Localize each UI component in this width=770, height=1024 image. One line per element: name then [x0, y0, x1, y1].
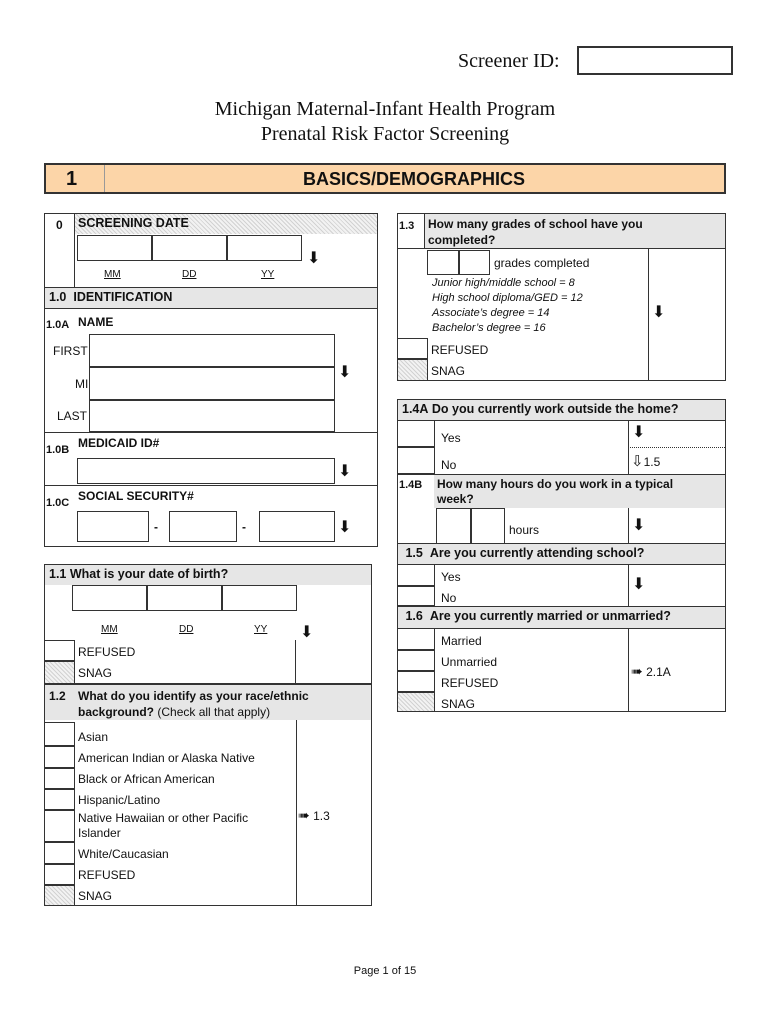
race-snag-checkbox[interactable] [44, 885, 75, 906]
ssn-part3-input[interactable] [259, 511, 335, 542]
first-name-input[interactable] [89, 334, 335, 367]
race-option: REFUSED [78, 868, 136, 882]
q12-label: What do you identify as your race/ethnic [78, 689, 309, 703]
married-checkbox[interactable] [397, 628, 435, 650]
screening-mm-label: MM [104, 269, 121, 280]
q15-label: Are you currently attending school? [429, 546, 645, 560]
q14a-header [398, 400, 725, 420]
work-no-skip [631, 452, 660, 470]
q11-label: What is your date of birth? [69, 567, 229, 581]
ssn-part2-input[interactable] [169, 511, 237, 542]
grades-hint: Junior high/middle school = 8 [432, 277, 575, 289]
q10-number: 1.0 [49, 290, 67, 304]
dob-yy-label: YY [254, 624, 268, 635]
work-yes-checkbox[interactable] [397, 420, 435, 447]
school-yes-label: Yes [441, 570, 461, 584]
down-outline-arrow-icon: ⇩ [631, 453, 644, 470]
race-hispanic-checkbox[interactable] [44, 789, 75, 810]
q16-label: Are you currently married or unmarried? [429, 609, 671, 623]
q10-label: IDENTIFICATION [73, 290, 173, 304]
q12-number: 1.2 [49, 689, 66, 703]
down-arrow-icon: ⬇ [338, 364, 352, 381]
dob-mm-label: MM [101, 624, 118, 635]
unmarried-checkbox[interactable] [397, 650, 435, 671]
q14b-label: How many hours do you work in a typical [437, 477, 674, 491]
q0-number: 0 [56, 218, 63, 232]
q10c-label: SOCIAL SECURITY# [78, 489, 194, 503]
q12-note: (Check all that apply) [157, 705, 271, 719]
q10a-number: 1.0A [46, 319, 70, 331]
race-american-indian-checkbox[interactable] [44, 746, 75, 768]
screener-id-label: Screener ID: [458, 50, 560, 72]
screener-id-input[interactable] [577, 46, 733, 75]
school-no-label: No [441, 591, 457, 605]
race-option: White/Caucasian [78, 847, 169, 861]
school-no-checkbox[interactable] [397, 586, 435, 606]
marital-skip [631, 663, 671, 680]
race-option: Asian [78, 730, 109, 744]
q16-number: 1.6 [405, 609, 423, 623]
marital-skip-target: 2.1A [646, 665, 671, 679]
q10b-number: 1.0B [46, 444, 70, 456]
program-title: Michigan Maternal-Infant Health Program [214, 98, 556, 120]
middle-initial-input[interactable] [89, 367, 335, 400]
medicaid-id-input[interactable] [77, 458, 335, 484]
race-hawaiian-checkbox[interactable] [44, 810, 75, 842]
grades-digit1-input[interactable] [427, 250, 459, 275]
q11-header [45, 565, 371, 585]
race-refused-checkbox[interactable] [44, 864, 75, 885]
form-title: Prenatal Risk Factor Screening [260, 123, 510, 145]
race-option: Islander [78, 826, 121, 840]
race-asian-checkbox[interactable] [44, 722, 75, 746]
q13-number: 1.3 [399, 220, 415, 232]
grades-refused-checkbox[interactable] [397, 338, 428, 359]
q0-label: SCREENING DATE [78, 216, 189, 230]
hours-unit-label: hours [509, 523, 540, 537]
dob-dd-input[interactable] [147, 585, 222, 611]
screening-yy-label: YY [261, 269, 275, 280]
q10a-label: NAME [78, 315, 114, 329]
marital-snag-checkbox[interactable] [397, 692, 435, 712]
screening-date-yy-input[interactable] [227, 235, 302, 261]
q14a-number: 1.4A [402, 402, 429, 416]
q12-label-cont: background? [78, 705, 155, 719]
hours-digit2-input[interactable] [471, 508, 505, 544]
last-name-label: LAST [57, 409, 88, 423]
down-arrow-icon: ⬇ [307, 250, 321, 267]
grades-snag-label: SNAG [431, 364, 466, 378]
grades-digit2-input[interactable] [459, 250, 490, 275]
q13-label-cont: completed? [428, 233, 496, 247]
work-yes-label: Yes [441, 431, 461, 445]
dob-dd-label: DD [179, 624, 194, 635]
race-option: Hispanic/Latino [78, 793, 161, 807]
dob-yy-input[interactable] [222, 585, 297, 611]
dob-mm-input[interactable] [72, 585, 147, 611]
marital-refused-checkbox[interactable] [397, 671, 435, 692]
dob-refused-label: REFUSED [78, 645, 136, 659]
down-arrow-icon: ⬇ [652, 304, 666, 321]
q14b-number: 1.4B [399, 479, 423, 491]
q0-header [74, 214, 377, 234]
race-skip-target: 1.3 [313, 809, 330, 823]
first-name-label: FIRST [53, 344, 88, 358]
race-option: Native Hawaiian or other Pacific [78, 811, 249, 825]
q11-number: 1.1 [49, 567, 67, 581]
race-option: American Indian or Alaska Native [78, 751, 255, 765]
down-arrow-icon: ⬇ [632, 517, 646, 534]
section-number: 1 [66, 168, 78, 190]
grades-hint: High school diploma/GED = 12 [432, 292, 583, 304]
right-arrow-icon: ➠ [631, 663, 643, 679]
screening-date-dd-input[interactable] [152, 235, 227, 261]
section-title: BASICS/DEMOGRAPHICS [302, 169, 526, 189]
marital-option: REFUSED [441, 676, 499, 690]
down-arrow-icon: ⬇ [632, 424, 646, 441]
grades-hint: Associate’s degree = 14 [432, 307, 550, 319]
q14a-label: Do you currently work outside the home? [431, 402, 679, 416]
grades-refused-label: REFUSED [431, 343, 489, 357]
work-no-skip-target: 1.5 [643, 455, 661, 469]
dob-refused-checkbox[interactable] [44, 640, 75, 661]
marital-option: SNAG [441, 697, 476, 711]
grades-snag-checkbox[interactable] [397, 359, 428, 381]
last-name-input[interactable] [89, 400, 335, 432]
q10b-label: MEDICAID ID# [78, 436, 160, 450]
work-no-checkbox[interactable] [397, 447, 435, 474]
screening-dd-label: DD [182, 269, 197, 280]
middle-initial-label: MI [75, 377, 89, 391]
q10c-number: 1.0C [46, 497, 70, 509]
ssn-part1-input[interactable] [77, 511, 149, 542]
race-skip [298, 807, 330, 823]
marital-option: Unmarried [441, 655, 498, 669]
q15-number: 1.5 [405, 546, 423, 560]
ssn-dash: - [154, 520, 158, 534]
work-no-label: No [441, 458, 457, 472]
down-arrow-icon: ⬇ [338, 463, 352, 480]
hours-digit1-input[interactable] [436, 508, 471, 544]
ssn-dash: - [242, 520, 246, 534]
q16-header [398, 607, 725, 628]
grades-hint: Bachelor’s degree = 16 [432, 322, 546, 334]
page-number: Page 1 of 15 [353, 965, 417, 977]
q13-label: How many grades of school have you [428, 217, 643, 231]
race-black-checkbox[interactable] [44, 768, 75, 789]
q14b-label-cont: week? [437, 492, 474, 506]
screening-date-mm-input[interactable] [77, 235, 152, 261]
dob-snag-checkbox[interactable] [44, 661, 75, 684]
section-header [44, 163, 726, 194]
race-option: Black or African American [78, 772, 215, 786]
race-option: SNAG [78, 889, 113, 903]
q15-header [398, 544, 725, 564]
down-arrow-icon: ⬇ [632, 576, 646, 593]
right-arrow-icon: ➠ [298, 807, 310, 823]
dob-snag-label: SNAG [78, 666, 113, 680]
q10-header [45, 288, 377, 308]
marital-option: Married [441, 634, 482, 648]
race-white-checkbox[interactable] [44, 842, 75, 864]
down-arrow-icon: ⬇ [338, 519, 352, 536]
down-arrow-icon: ⬇ [300, 624, 314, 641]
grades-unit-label: grades completed [494, 256, 590, 270]
school-yes-checkbox[interactable] [397, 564, 435, 586]
